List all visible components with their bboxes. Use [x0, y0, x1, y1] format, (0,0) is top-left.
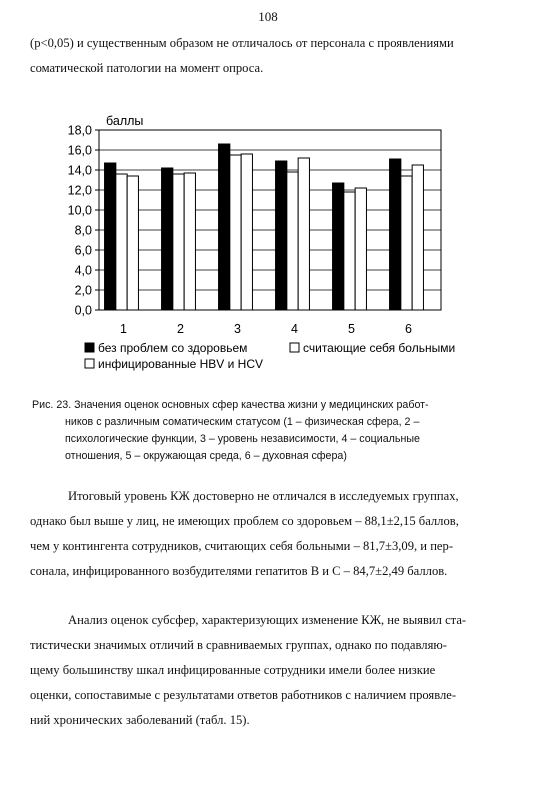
bar: [173, 174, 184, 310]
text-line: щему большинству шкал инфицированные сотрудники имели более низкие: [30, 663, 436, 677]
text-line: Итоговый уровень КЖ достоверно не отличался в исследуемых группах,: [68, 489, 459, 503]
bar: [241, 154, 252, 310]
bar: [184, 173, 195, 310]
text-line: однако был выше у лиц, не имеющих проблем со здоровьем – 88,1±2,15 баллов,: [30, 514, 459, 528]
legend-swatch: [85, 359, 94, 368]
bar: [219, 144, 230, 310]
bar: [344, 192, 355, 310]
bar: [287, 172, 298, 310]
bar: [401, 176, 412, 310]
y-tick-label: 10,0: [67, 203, 92, 218]
bar: [116, 174, 127, 310]
y-tick-label: 2,0: [74, 283, 92, 298]
bar: [390, 159, 401, 310]
text-line: Анализ оценок субсфер, характеризующих изменение КЖ, не выявил ста-: [68, 613, 467, 627]
bar: [105, 163, 116, 310]
bar: [333, 183, 344, 310]
legend-swatch: [290, 343, 299, 352]
x-tick-label: 6: [405, 322, 412, 336]
paragraph-subsphere-analysis: [30, 608, 508, 733]
x-tick-label: 2: [177, 322, 184, 336]
bar: [162, 168, 173, 310]
y-axis-label: баллы: [106, 114, 144, 128]
legend-label: считающие себя больными: [303, 341, 456, 355]
chart-svg: [50, 112, 500, 382]
bar-chart: [50, 112, 500, 382]
bar: [355, 188, 366, 310]
bar: [127, 176, 138, 310]
text-line: (p<0,05) и существенным образом не отличалось от персонала с проявлениями: [30, 36, 454, 50]
caption-line: ников с различным соматическим статусом (1 – физическая сфера, 2 –: [64, 416, 420, 428]
text-line: сонала, инфицированного возбудителями гепатитов В и С – 84,7±2,49 баллов.: [30, 564, 448, 578]
text-line: ний хронических заболеваний (табл. 15).: [30, 713, 250, 727]
caption-line: Рис. 23. Значения оценок основных сфер качества жизни у медицинских работ-: [32, 399, 429, 411]
y-tick-label: 14,0: [67, 163, 92, 178]
x-tick-label: 1: [120, 322, 127, 336]
x-tick-label: 4: [291, 322, 298, 336]
intro-paragraph: [30, 31, 508, 81]
bar: [298, 158, 309, 310]
y-tick-label: 18,0: [67, 123, 92, 138]
x-tick-label: 3: [234, 322, 241, 336]
paragraph-total-qol: [30, 484, 508, 584]
text-line: тистически значимых отличий в сравниваемых группах, однако по подавляю-: [30, 638, 447, 652]
y-tick-label: 4,0: [74, 263, 92, 278]
y-tick-label: 6,0: [74, 243, 92, 258]
text-line: чем у контингента сотрудников, считающих себя больными – 81,7±3,09, и пер-: [30, 539, 454, 553]
page-number: 108: [258, 9, 278, 24]
caption-line: отношения, 5 – окружающая среда, 6 – духовная сфера): [64, 450, 347, 462]
bar: [412, 165, 423, 310]
legend-swatch: [85, 343, 94, 352]
legend-label: инфицированные HBV и HCV: [98, 357, 264, 371]
y-tick-label: 8,0: [74, 223, 92, 238]
text-line: соматической патологии на момент опроса.: [30, 61, 264, 75]
caption-line: психологические функции, 3 – уровень независимости, 4 – социальные: [64, 433, 420, 445]
legend-label: без проблем со здоровьем: [98, 341, 248, 355]
text-line: оценки, сопоставимые с результатами ответов работников с наличием проявле-: [30, 688, 457, 702]
bar: [230, 155, 241, 310]
figure-caption: [32, 397, 496, 465]
y-tick-label: 12,0: [67, 183, 92, 198]
y-tick-label: 0,0: [74, 303, 92, 318]
x-tick-label: 5: [348, 322, 355, 336]
y-tick-label: 16,0: [67, 143, 92, 158]
bar: [276, 161, 287, 310]
